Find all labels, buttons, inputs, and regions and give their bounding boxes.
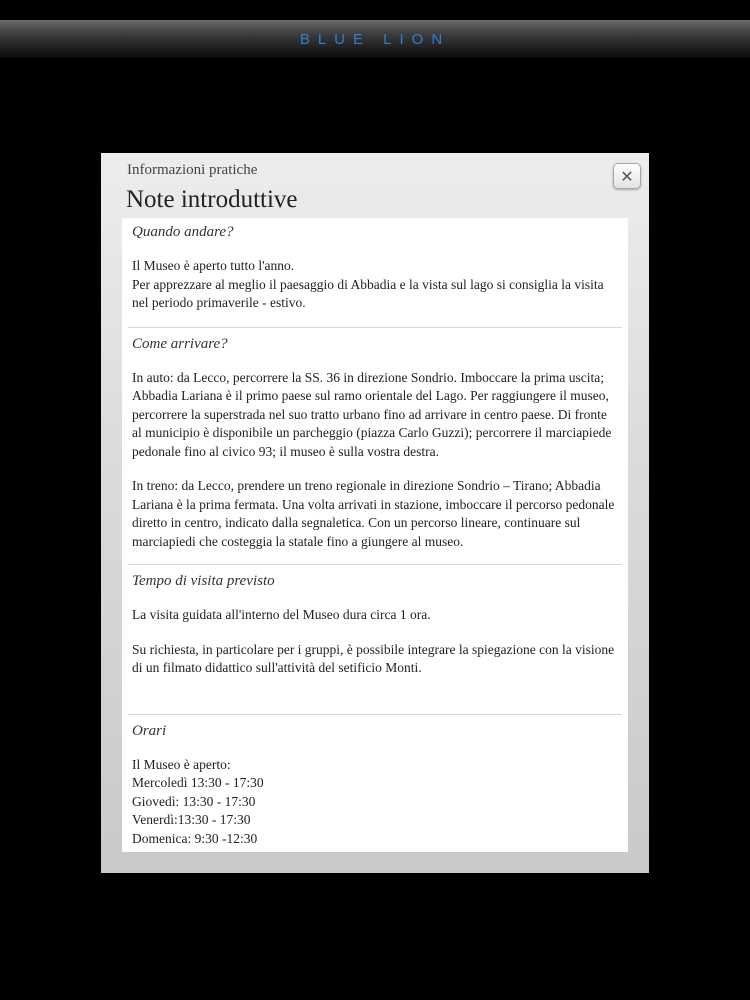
close-icon: ✕	[620, 166, 634, 186]
section-heading: Orari	[132, 722, 167, 739]
section-heading: Tempo di visita previsto	[132, 573, 275, 589]
section-how-to-arrive	[122, 328, 628, 552]
brand-title: BLUE LION	[299, 31, 451, 48]
section-when	[122, 218, 628, 313]
content-panel[interactable]	[122, 218, 628, 852]
hours-line: Giovedì: 13:30 - 17:30	[132, 793, 256, 809]
hours-line: Domenica: 9:30 -12:30	[132, 830, 258, 846]
hours-line: Mercoledì 13:30 - 17:30	[132, 775, 264, 790]
hours-line: Venerdì:13:30 - 17:30	[132, 812, 251, 827]
section-heading: Come arrivare?	[132, 335, 228, 352]
modal-subtitle: Informazioni pratiche	[127, 162, 258, 178]
paragraph: In auto: da Lecco, percorrere la SS. 36 in direzione Sondrio. Imboccare la prima uscita; Abbadia Lariana è il primo paese sul ramo orientale del Lago. Per raggiungere il museo, percorrere la superstrada nel suo tratto urbano fino ad arrivare in centro paese. Di fronte al municipio è disponibile un parcheggio (piazza Carlo Guzzi); percorrere il marciapiede pedonale fino al civico 93; il museo è sulla vostra destra.	[132, 369, 612, 459]
info-modal	[101, 153, 649, 873]
paragraph: Su richiesta, in particolare per i gruppi, è possibile integrare la spiegazione con la visione di un filmato didattico sull'attività del setificio Monti.	[132, 641, 615, 675]
paragraph: La visita guidata all'interno del Museo dura circa 1 ora.	[132, 607, 431, 622]
paragraph: In treno: da Lecco, prendere un treno regionale in direzione Sondrio – Tirano; Abbadia Lariana è la prima fermata. Una volta arrivati in stazione, imboccare il percorso pedonale diretto in centro, indicato dalla segnaletica. Con un percorso lineare, continuare sul marciapiedi che costeggia la statale fino a giungere al museo.	[132, 478, 615, 549]
hours-line: Il Museo è aperto:	[132, 756, 231, 772]
hours-list	[132, 756, 618, 849]
close-button[interactable]	[613, 163, 641, 189]
section-hours	[122, 715, 628, 849]
modal-title: Note introduttive	[126, 186, 298, 213]
section-heading: Quando andare?	[132, 224, 234, 240]
section-visit-time	[122, 565, 628, 678]
paragraph: Il Museo è aperto tutto l'anno. Per apprezzare al meglio il paesaggio di Abbadia e la vista sul lago si consiglia la visita nel periodo primaverile - estivo.	[132, 258, 604, 310]
